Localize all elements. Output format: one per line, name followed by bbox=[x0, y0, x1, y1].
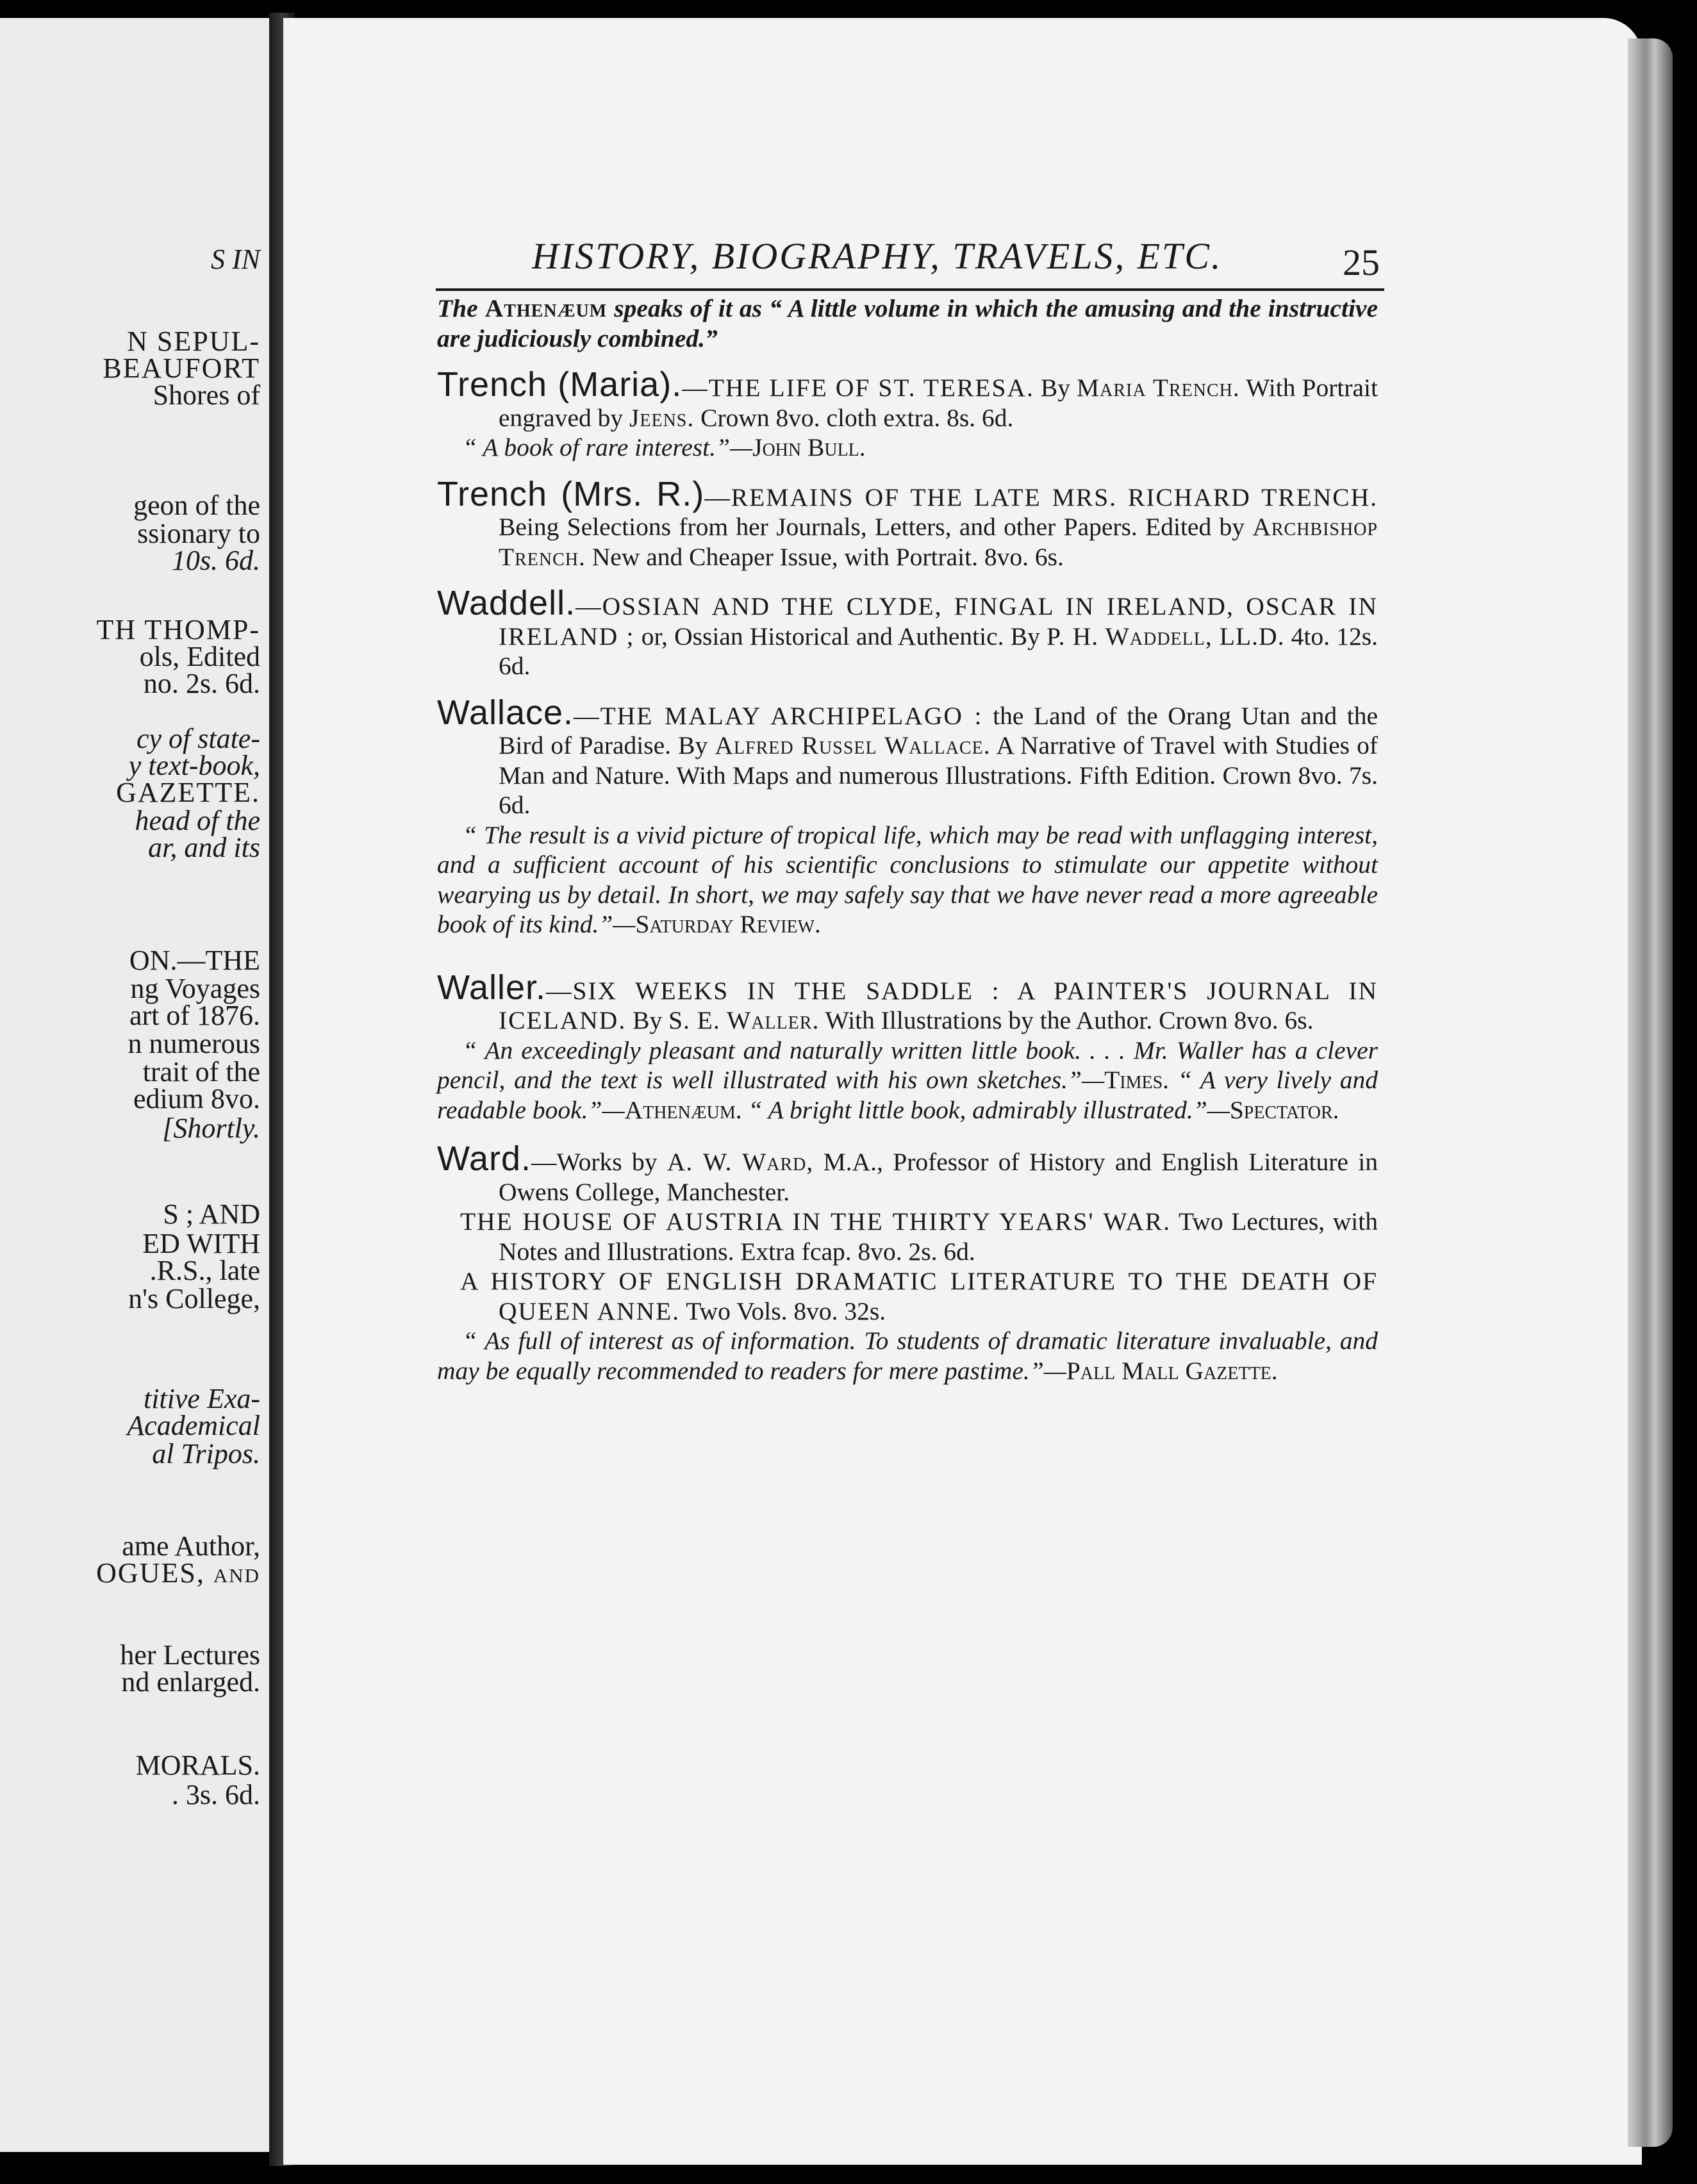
review-source: John Bull. bbox=[752, 433, 866, 461]
left-page-line: cy of state- bbox=[136, 723, 260, 754]
left-page-line: ssionary to bbox=[137, 518, 260, 549]
entry-title: —THE LIFE OF ST. TERESA. bbox=[682, 374, 1034, 402]
entry-trench-mrs-r bbox=[437, 474, 1378, 572]
entry-wallace bbox=[437, 693, 1378, 939]
left-page-line: ame Author, bbox=[122, 1530, 260, 1562]
left-page-line: trait of the bbox=[142, 1056, 260, 1088]
intro-lead: The bbox=[437, 294, 485, 322]
left-page-line: [Shortly. bbox=[162, 1113, 260, 1144]
running-header bbox=[436, 231, 1384, 291]
page-number: 25 bbox=[1343, 242, 1380, 283]
left-page-line: .R.S., late bbox=[149, 1255, 260, 1286]
entry-trench-maria bbox=[437, 365, 1378, 463]
entry-title: —THE MALAY ARCHIPELAGO : bbox=[574, 701, 983, 730]
entry-heading: Wallace. bbox=[437, 693, 574, 732]
left-page-line: OGUES, and bbox=[96, 1557, 260, 1589]
left-page-line: edium 8vo. bbox=[133, 1083, 260, 1114]
entry-waller bbox=[437, 968, 1378, 1125]
entry-body: Wallace.—THE MALAY ARCHIPELAGO : the Land of the Orang Utan and the Bird of Paradise. By Alfred Russel Wallace. A Narrative of Travel with Studies of Man and Nature. With Maps and numerous Illustrations. Fifth Edition. Crown 8vo. 7s. 6d. bbox=[437, 693, 1378, 819]
ward-work-dramatic-literature: A HISTORY OF ENGLISH DRAMATIC LITERATURE TO THE DEATH OF QUEEN ANNE. Two Vols. 8vo. 32s. bbox=[460, 1267, 1378, 1325]
review-quote: “ The result is a vivid picture of tropical life, which may be read with unflagging interest, and a sufficient account of his scientific conclusions to stimulate our appetite without wearying us by detail. In short, we may safely say that we have never read a more agreeable book of its kind.”—Saturday Review. bbox=[437, 820, 1378, 938]
left-page-line: y text-book, bbox=[128, 750, 260, 781]
left-page-line: N SEPUL- bbox=[127, 326, 260, 357]
left-page-line: art of 1876. bbox=[129, 1000, 260, 1031]
entry-title: A HISTORY OF ENGLISH DRAMATIC LITERATURE TO THE DEATH OF QUEEN ANNE. bbox=[460, 1267, 1378, 1325]
left-page-line: nd enlarged. bbox=[121, 1666, 260, 1698]
page-content bbox=[437, 294, 1378, 1386]
left-page-line: her Lectures bbox=[120, 1639, 260, 1671]
intro-rest: speaks of it as “ A little volume in which the amusing and the instructive are judiciously combined.” bbox=[437, 294, 1378, 352]
entry-heading: Ward. bbox=[437, 1139, 532, 1178]
entry-heading: Waller. bbox=[437, 968, 547, 1007]
entry-heading: Waddell. bbox=[437, 584, 576, 622]
entry-body: Trench (Maria).—THE LIFE OF ST. TERESA. By Maria Trench. With Portrait engraved by Jeens. Crown 8vo. cloth extra. 8s. 6d. bbox=[437, 365, 1378, 432]
left-page-line: ar, and its bbox=[148, 832, 260, 863]
entry-author: P. H. Waddell, LL.D. bbox=[1047, 622, 1285, 650]
left-page-line: titive Exa- bbox=[143, 1383, 260, 1414]
entry-editor: Archbishop Trench. bbox=[499, 513, 1378, 571]
left-page-line: BEAUFORT bbox=[103, 352, 260, 384]
review-quote: “ A book of rare interest.”—John Bull. bbox=[463, 433, 866, 461]
review-quote: “ As full of interest as of information. To students of dramatic literature invaluable, and may be equally recommended to readers for mere pastime.”—Pall Mall Gazette. bbox=[437, 1327, 1378, 1385]
review-quote: “ An exceedingly pleasant and naturally written little book. . . . Mr. Waller has a clever pencil, and the text is well illustrated with his own sketches.”—Times. “ A very lively and readable book.”—Athenæum. “ A bright little book, admirably illustrated.”—Spectator. bbox=[437, 1036, 1378, 1124]
left-page-line: n's College, bbox=[128, 1283, 260, 1314]
entry-body: Ward.—Works by A. W. Ward, M.A., Professor of History and English Literature in Owens College, Manchester. bbox=[437, 1139, 1378, 1206]
left-page-line: TH THOMP- bbox=[96, 614, 260, 645]
left-page-line: GAZETTE. bbox=[116, 777, 260, 808]
entry-waddell bbox=[437, 584, 1378, 681]
entry-body: Trench (Mrs. R.)—REMAINS OF THE LATE MRS. RICHARD TRENCH. Being Selections from her Journals, Letters, and other Papers. Edited by Archbishop Trench. New and Cheaper Issue, with Portrait. 8vo. 6s. bbox=[437, 474, 1378, 571]
left-page-line: S ; AND bbox=[163, 1198, 260, 1230]
left-page-line: ols, Edited bbox=[139, 641, 260, 672]
entry-author: S. E. Waller. bbox=[668, 1006, 820, 1034]
left-page-line: head of the bbox=[135, 805, 260, 836]
entry-body: Waller.—SIX WEEKS IN THE SADDLE : A PAINTER'S JOURNAL IN ICELAND. By S. E. Waller. With Illustrations by the Author. Crown 8vo. 6s. bbox=[437, 968, 1378, 1034]
left-page-line: S IN bbox=[211, 244, 260, 275]
left-page-line: al Tripos. bbox=[152, 1438, 260, 1469]
ward-work-house-of-austria: THE HOUSE OF AUSTRIA IN THE THIRTY YEARS' WAR. Two Lectures, with Notes and Illustrations. Extra fcap. 8vo. 2s. 6d. bbox=[460, 1207, 1378, 1266]
review-source: Saturday Review. bbox=[635, 910, 821, 938]
left-page-line: ON.—THE bbox=[129, 945, 260, 976]
review-source: Times. bbox=[1104, 1066, 1170, 1094]
left-page-line: Academical bbox=[127, 1410, 260, 1441]
entry-title: —SIX WEEKS IN THE SADDLE : A PAINTER'S JOURNAL IN ICELAND. bbox=[499, 976, 1378, 1034]
left-page-line: ED WITH bbox=[142, 1228, 260, 1259]
entry-heading: Trench (Maria). bbox=[437, 365, 683, 404]
left-page-line: Shores of bbox=[153, 379, 260, 411]
entry-body: Waddell.—OSSIAN AND THE CLYDE, FINGAL IN IRELAND, OSCAR IN IRELAND ; or, Ossian Historical and Authentic. By P. H. Waddell, LL.D. 4to. 12s. 6d. bbox=[437, 584, 1378, 680]
review-source: Pall Mall Gazette. bbox=[1066, 1356, 1278, 1385]
left-page-line: geon of the bbox=[133, 490, 260, 521]
entry-author: Alfred Russel Wallace. bbox=[715, 731, 991, 759]
left-page-line: ng Voyages bbox=[130, 973, 260, 1004]
entry-author: A. W. Ward, bbox=[666, 1148, 814, 1176]
intro-quote bbox=[437, 294, 1378, 353]
left-page-line: no. 2s. 6d. bbox=[143, 668, 260, 699]
review-source: Spectator. bbox=[1229, 1095, 1339, 1124]
running-head-title: HISTORY, BIOGRAPHY, TRAVELS, ETC. bbox=[532, 235, 1223, 277]
review-source: Athenæum. bbox=[624, 1095, 742, 1124]
entry-author: Maria Trench. bbox=[1077, 374, 1240, 402]
entry-heading: Trench (Mrs. R.) bbox=[437, 474, 705, 513]
left-page-fragment bbox=[0, 18, 269, 2152]
left-page-line: . 3s. 6d. bbox=[171, 1779, 260, 1810]
page-edge bbox=[1628, 38, 1673, 2147]
left-page-line: MORALS. bbox=[135, 1750, 260, 1781]
entry-ward bbox=[437, 1139, 1378, 1386]
entry-title: —OSSIAN AND THE CLYDE, FINGAL IN IRELAND, OSCAR IN IRELAND ; bbox=[499, 592, 1378, 650]
left-page-line: n numerous bbox=[128, 1028, 260, 1059]
intro-journal: Athenæum bbox=[484, 294, 608, 322]
left-page-line: 10s. 6d. bbox=[171, 545, 260, 576]
entry-title: —REMAINS OF THE LATE MRS. RICHARD TRENCH. bbox=[704, 483, 1378, 511]
entry-title: THE HOUSE OF AUSTRIA IN THE THIRTY YEARS' WAR. bbox=[460, 1207, 1171, 1236]
